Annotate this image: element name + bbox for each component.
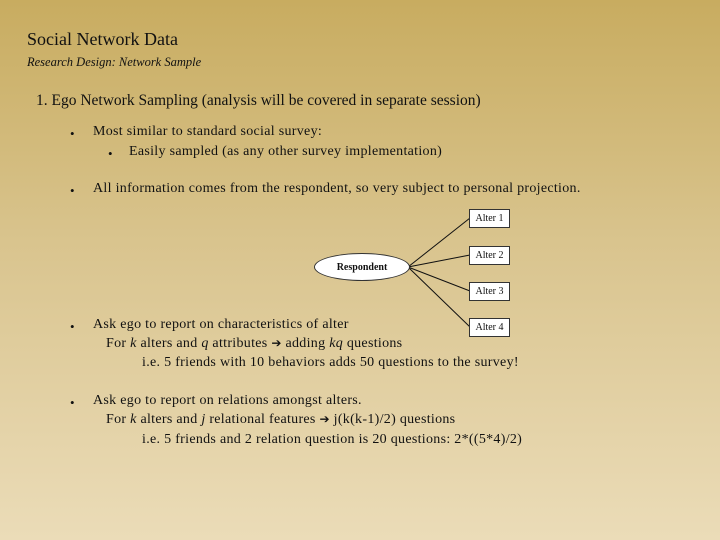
bullet-4: • <box>70 395 75 410</box>
point-3-line-2: For k alters and q attributes ➔ adding kq questions <box>106 336 403 351</box>
edge-alter-2 <box>408 255 470 267</box>
alter-1-node: Alter 1 <box>469 209 510 228</box>
bullet-3: • <box>70 319 75 334</box>
point-1-sub-text: Easily sampled (as any other survey implementation) <box>129 144 443 159</box>
slide-title: Social Network Data <box>27 29 178 49</box>
edge-alter-4 <box>408 267 470 327</box>
arrow-icon: ➔ <box>319 412 330 426</box>
point-3-text: Ask ego to report on characteristics of alter <box>93 317 349 332</box>
point-3-line-3: i.e. 5 friends with 10 behaviors adds 50 questions to the survey! <box>142 355 519 370</box>
sub-bullet-1: • <box>108 146 113 161</box>
alter-4-node: Alter 4 <box>469 318 510 337</box>
edge-alter-3 <box>408 267 470 291</box>
alter-3-node: Alter 3 <box>469 282 510 301</box>
point-4-text: Ask ego to report on relations amongst alters. <box>93 393 362 408</box>
point-1-text: Most similar to standard social survey: <box>93 124 323 139</box>
respondent-node: Respondent <box>314 253 410 281</box>
point-2-text: All information comes from the respondent, so very subject to personal projection. <box>93 181 581 196</box>
point-4-line-3: i.e. 5 friends and 2 relation question is 20 questions: 2*((5*4)/2) <box>142 432 523 447</box>
bullet-1: • <box>70 126 75 141</box>
bullet-2: • <box>70 183 75 198</box>
arrow-icon: ➔ <box>271 336 282 350</box>
point-4-line-2: For k alters and j relational features ➔ j(k(k-1)/2) questions <box>106 412 456 427</box>
section-heading: 1. Ego Network Sampling (analysis will be covered in separate session) <box>36 92 481 109</box>
slide-subtitle: Research Design: Network Sample <box>27 55 202 69</box>
edge-alter-1 <box>408 218 470 267</box>
alter-2-node: Alter 2 <box>469 246 510 265</box>
